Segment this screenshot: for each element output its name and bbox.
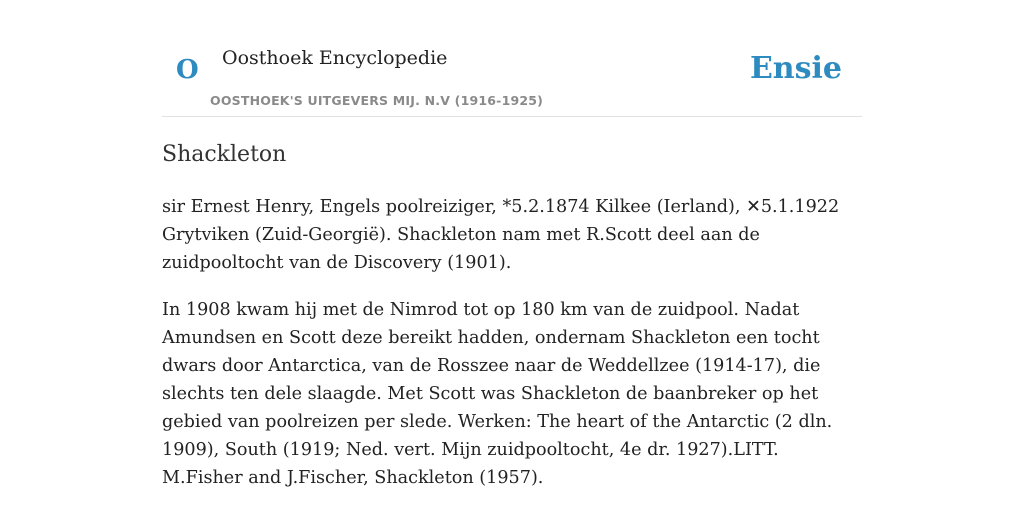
source-header bbox=[162, 36, 862, 117]
publisher-label: OOSTHOEK'S UITGEVERS MIJ. N.V (1916-1925) bbox=[210, 93, 544, 108]
source-logo[interactable]: O bbox=[176, 55, 199, 85]
entry-paragraph: In 1908 kwam hij met de Nimrod tot op 180 km van de zuidpool. Nadat Amundsen en Scott deze bereikt hadden, ondernam Shackleton een tocht dwars door Antarctica, van de Rosszee naar de Weddellzee (1914-17), die slechts ten dele slaagde. Met Scott was Shackleton de baanbreker op het gebied van poolreizen per slede. Werken: The heart of the Antarctic (2 dln. 1909), South (1919; Ned. vert. Mijn zuidpooltocht, 4e dr. 1927).LITT. M.Fisher and J.Fischer, Shackleton (1957). bbox=[162, 300, 833, 488]
entry-content bbox=[162, 193, 862, 511]
source-title-link[interactable]: Oosthoek Encyclopedie bbox=[222, 47, 448, 69]
entry-paragraph: sir Ernest Henry, Engels poolreiziger, *5.2.1874 Kilkee (Ierland), ✕5.1.1922 Grytviken (Zuid-Georgië). Shackleton nam met R.Scott deel aan de zuidpooltocht van de Discovery (1901). bbox=[162, 197, 840, 273]
entry-title: Shackleton bbox=[162, 142, 287, 167]
ensie-logo-link[interactable]: Ensie bbox=[749, 51, 842, 86]
